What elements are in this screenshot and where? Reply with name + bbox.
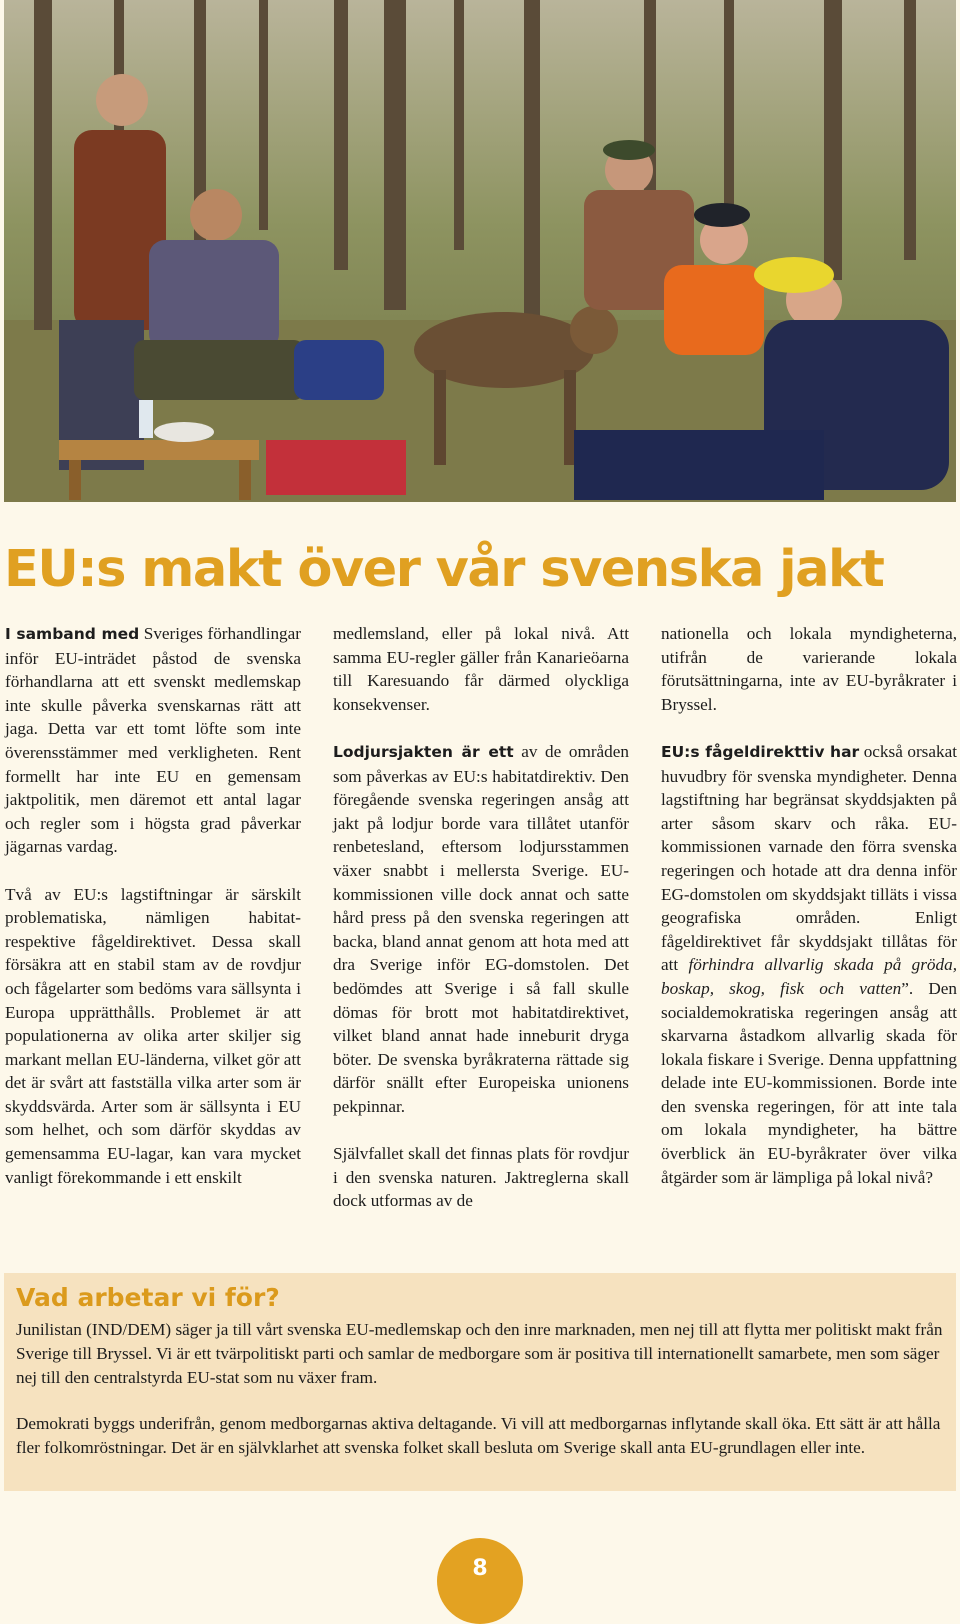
paragraph: [5, 883, 301, 1190]
paragraph-text: av de områden som påverkas av EU:s habitatdirektiv. Den föregående svenska regeringen ansåg att jakt på lodjur borde vara tillåtet utanför renbetesland, eftersom lodjursstammen växer snabbt i mellersta Sverige. EU-kommissionen ville dock annat och satte hård press på den svenska regeringen att backa, bland annat genom att hota med att dra Sverige inför EG-domstolen. Det bedömdes att Sverige i så fall skulle dömas för brott mot habitatdirektivet, vilket bland annat hade inneburit dryga böter. De svenska byråkraterna rättade sig därför snällt efter Europeiska unionens pekpinnar.: [333, 741, 629, 1116]
column-2: [333, 622, 629, 1250]
paragraph: [5, 622, 301, 859]
info-box-paragraph: Junilistan (IND/DEM) säger ja till vårt svenska EU-medlemskap och den inre marknaden, men nej till att flytta mer politiskt makt från Sverige till Bryssel. Vi är ett tvärpolitiskt parti och samlar de medborgare som är positiva till internationellt samarbete, men som säger nej till den centralstyrda EU-stat som nu växer fram.: [16, 1320, 943, 1387]
article-body: [5, 622, 957, 1250]
info-box-title: Vad arbetar vi för?: [16, 1283, 280, 1312]
lead-in: Lodjursjakten är ett: [333, 742, 514, 761]
directive-quote: förhindra allvarlig skada på gröda, boskap, skog, fisk och vatten: [661, 955, 958, 998]
lead-in: I samband med: [5, 625, 140, 643]
column-1: [5, 622, 301, 1250]
paragraph-text: Självfallet skall det finnas plats för rovdjur i den svenska naturen. Jaktreglerna skall dock utformas av de: [333, 1144, 629, 1211]
info-box: [4, 1273, 956, 1491]
paragraph-text: Sveriges förhandlingar inför EU-inträdet påstod de svenska förhandlarna att ett svenskt medlemskap inte skulle påverka svenskarnas rätt att jaga. Detta var ett tomt löfte som inte överensstämmer med verkligheten. Rent formellt har inte EU en gemensam jaktpolitik, men däremot ett antal lagar och regler som i högsta grad påverkar jägarnas vardag.: [5, 624, 302, 857]
paragraph: [661, 740, 957, 1189]
paragraph: [333, 622, 629, 716]
lead-in: EU:s fågeldirekttiv har: [661, 742, 860, 761]
paragraph-text: medlemsland, eller på lokal nivå. Att samma EU-regler gäller från Kanarieöarna till Karesuando får därmed olyckliga konsekvenser.: [333, 624, 629, 714]
column-3: [661, 622, 957, 1250]
paragraph-text: Två av EU:s lagstiftningar är särskilt problematiska, nämligen habitat- respektive fågeldirektivet. Dessa skall försäkra att en stabil stam av de rovdjur och fågelarter som bedöms vara sällsynta i Europa upprätthålls. Problemet är att populationerna av olika arter skiljer sig markant mellan EU-länderna, vilket gör att det är svårt att fastställa vilka arter som är skyddsvärda. Arter som är sällsynta i EU som helhet, och som därför skyddas av gemensamma EU-lagar, kan vara mycket vanligt förekommande i ett enskilt: [5, 884, 301, 1187]
blue-bag: [294, 340, 384, 400]
article-headline: EU:s makt över vår svenska jakt: [4, 540, 884, 599]
info-box-paragraph: Demokrati byggs underifrån, genom medborgarnas aktiva deltagande. Vi vill att medborgarnas inflytande skall öka. Ett sätt är att hålla fler folkomröstningar. Det är en självklarhet att svenska folket skall besluta om Sverige skall anta EU-grundlagen eller inte.: [16, 1414, 941, 1457]
red-basket: [266, 440, 406, 495]
paragraph-text: ”. Den socialdemokratiska regeringen ansåg att skarvarna åstadkom allvarlig skada för lokala fiskare i Sverige. Denna uppfattning delade inte EU-kommissionen. Borde inte den svenska regeringen, för att inte tala om lokala myndigheter, ha bättre överblick än EU-byråkrater över vilka åtgärder som är lämpliga på lokal nivå?: [661, 978, 957, 1187]
hunting-camp-photo: [4, 0, 956, 502]
paragraph: [333, 1142, 629, 1213]
page-number: 8: [437, 1538, 523, 1624]
blue-chair: [574, 430, 824, 500]
paragraph: [661, 622, 957, 716]
paragraph: [333, 740, 629, 1119]
paragraph-text: nationella och lokala myndigheterna, utifrån de varierande lokala förutsättningarna, inte av EU-byråkrater i Bryssel.: [661, 624, 957, 714]
paragraph-text: också orsakat huvudbry för svenska myndigheter. Denna lagstiftning har begränsat skyddsjakten på arter såsom skarv och råka. EU-kommissionen varnade den förra svenska regeringen och hotade att dra denna inför EG-domstolen om skyddsjakt tilläts i vissa geografiska områden. Enligt fågeldirektivet får skyddsjakt tillåtas för att: [661, 741, 957, 975]
